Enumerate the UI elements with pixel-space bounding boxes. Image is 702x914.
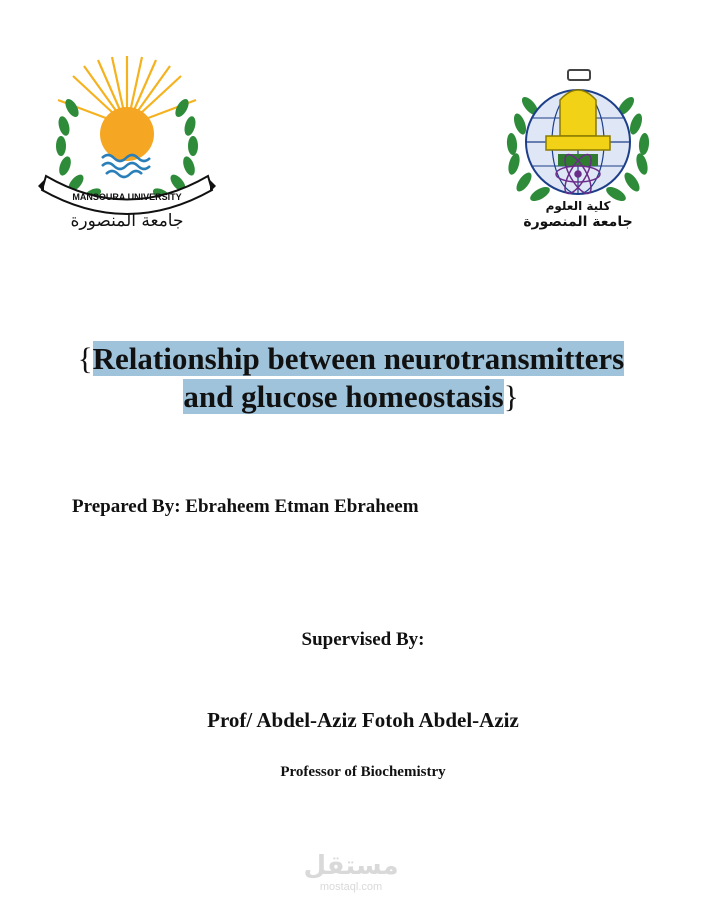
title-line-2 [0,378,702,416]
faculty-of-science-logo [490,64,666,234]
supervisor-name: Prof/ Abdel-Aziz Fotoh Abdel-Aziz [207,708,519,732]
sun-icon [100,107,154,161]
close-brace: } [503,379,519,414]
open-brace: { [77,341,93,376]
waves-icon [102,155,150,177]
university-name-arabic: جامعة المنصورة [523,214,633,230]
university-name-latin: MANSOURA UNIVERSITY [72,192,182,202]
supervisor-position: Professor of Biochemistry [280,764,446,780]
watermark-latin: mostaql.com [319,881,383,893]
prepared-by: Prepared By: Ebraheem Etman Ebraheem [72,496,419,517]
mansoura-university-logo [38,48,216,238]
mostaql-watermark [296,846,406,894]
watermark-arabic: مستقل [303,851,399,881]
title-line-1-text: Relationship between neurotransmitters [92,341,625,376]
title-line-1 [0,340,702,378]
document-title [0,340,702,416]
supervised-by-label: Supervised By: [301,629,425,650]
title-line-2-text: and glucose homeostasis [183,379,504,414]
university-name-arabic: جامعة المنصورة [70,211,184,231]
faculty-name-arabic: كلية العلوم [545,199,611,213]
